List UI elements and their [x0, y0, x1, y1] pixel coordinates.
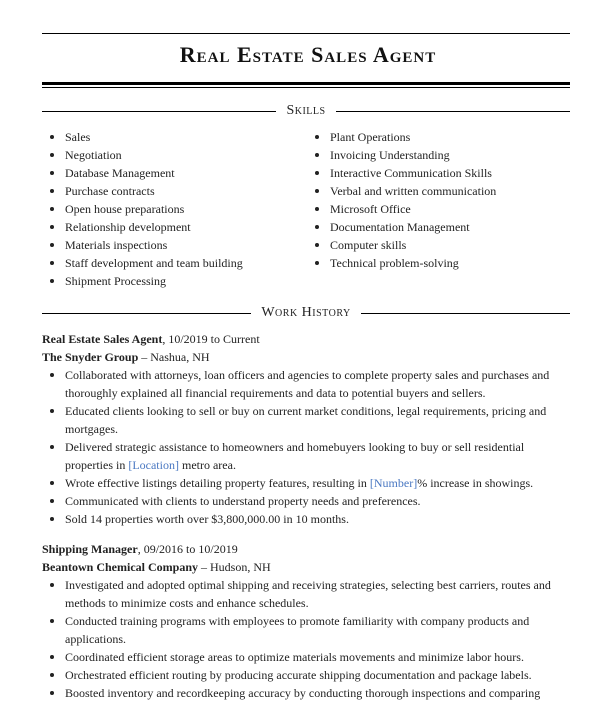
job-title: Shipping Manager — [42, 542, 138, 556]
skill-item: Negotiation — [42, 146, 292, 164]
job-bullet: Investigated and adopted optimal shipping and receiving strategies, selecting best carriers, routes and methods to minimize costs and enhance schedules. — [42, 576, 570, 612]
job-title: Real Estate Sales Agent — [42, 332, 163, 346]
job-dates: , 09/2016 to 10/2019 — [137, 542, 238, 556]
job-bullet: Sold 14 properties worth over $3,800,000.00 in 10 months. — [42, 510, 570, 528]
location-placeholder: [Location] — [128, 458, 179, 472]
skill-item: Documentation Management — [307, 218, 570, 236]
skill-item: Staff development and team building — [42, 254, 292, 272]
bullet-text: metro area. — [178, 458, 236, 472]
skill-item: Plant Operations — [307, 128, 570, 146]
job-company-line — [42, 558, 570, 576]
skill-item: Microsoft Office — [307, 200, 570, 218]
heading-line-right — [361, 313, 570, 314]
number-placeholder: [Number] — [369, 476, 418, 490]
job-bullet: Boosted inventory and recordkeeping accuracy by conducting thorough inspections and comparing — [42, 684, 570, 702]
heading-line-right — [336, 111, 570, 112]
job-entry — [42, 540, 570, 702]
title-double-rule-top — [42, 82, 570, 85]
resume-title: Real Estate Sales Agent — [179, 42, 437, 67]
job-bullet: Collaborated with attorneys, loan officers and agencies to complete property sales and purchases and thoroughly explained all financial requirements and data to potential buyers and sellers. — [42, 366, 570, 402]
heading-line-left — [42, 313, 251, 314]
skill-item: Purchase contracts — [42, 182, 292, 200]
job-bullets — [42, 576, 570, 702]
work-history-heading — [42, 303, 570, 323]
job-title-line — [42, 330, 570, 348]
job-dates: , 10/2019 to Current — [162, 332, 260, 346]
job-bullet: Conducted training programs with employees to promote familiarity with company products and applications. — [42, 612, 570, 648]
job-location: – Nashua, NH — [138, 350, 210, 364]
job-bullet: Coordinated efficient storage areas to optimize materials movements and minimize labor hours. — [42, 648, 570, 666]
job-entry — [42, 330, 570, 528]
skill-item: Database Management — [42, 164, 292, 182]
skill-item: Computer skills — [307, 236, 570, 254]
job-company-line — [42, 348, 570, 366]
skills-list-right — [307, 128, 570, 272]
skill-item: Invoicing Understanding — [307, 146, 570, 164]
top-rule — [42, 33, 570, 34]
skill-item: Open house preparations — [42, 200, 292, 218]
bullet-text: Wrote effective listings detailing property features, resulting in — [65, 476, 370, 490]
job-bullet — [42, 438, 570, 474]
work-history-heading-label: Work History — [261, 305, 351, 320]
skill-item: Materials inspections — [42, 236, 292, 254]
skill-item: Shipment Processing — [42, 272, 292, 290]
title-double-rule-bottom — [42, 87, 570, 88]
skill-item: Verbal and written communication — [307, 182, 570, 200]
skills-list-left — [42, 128, 292, 290]
skill-item: Technical problem-solving — [307, 254, 570, 272]
job-bullet — [42, 474, 570, 492]
job-title-line — [42, 540, 570, 558]
skill-item: Interactive Communication Skills — [307, 164, 570, 182]
bullet-text: Delivered strategic assistance to homeowners and homebuyers looking to buy or sell residential properties in — [65, 440, 525, 472]
job-bullet: Educated clients looking to sell or buy on current market conditions, legal requirements, pricing and mortgages. — [42, 402, 570, 438]
skills-heading — [42, 101, 570, 121]
bullet-text: % increase in showings. — [417, 476, 534, 490]
skills-heading-label: Skills — [286, 103, 326, 118]
job-bullet: Orchestrated efficient routing by producing accurate shipping documentation and package labels. — [42, 666, 570, 684]
job-company: The Snyder Group — [42, 350, 139, 364]
skill-item: Sales — [42, 128, 292, 146]
job-company: Beantown Chemical Company — [42, 560, 199, 574]
skill-item: Relationship development — [42, 218, 292, 236]
job-bullets — [42, 366, 570, 528]
heading-line-left — [42, 111, 276, 112]
job-bullet: Communicated with clients to understand property needs and preferences. — [42, 492, 570, 510]
job-location: – Hudson, NH — [198, 560, 271, 574]
